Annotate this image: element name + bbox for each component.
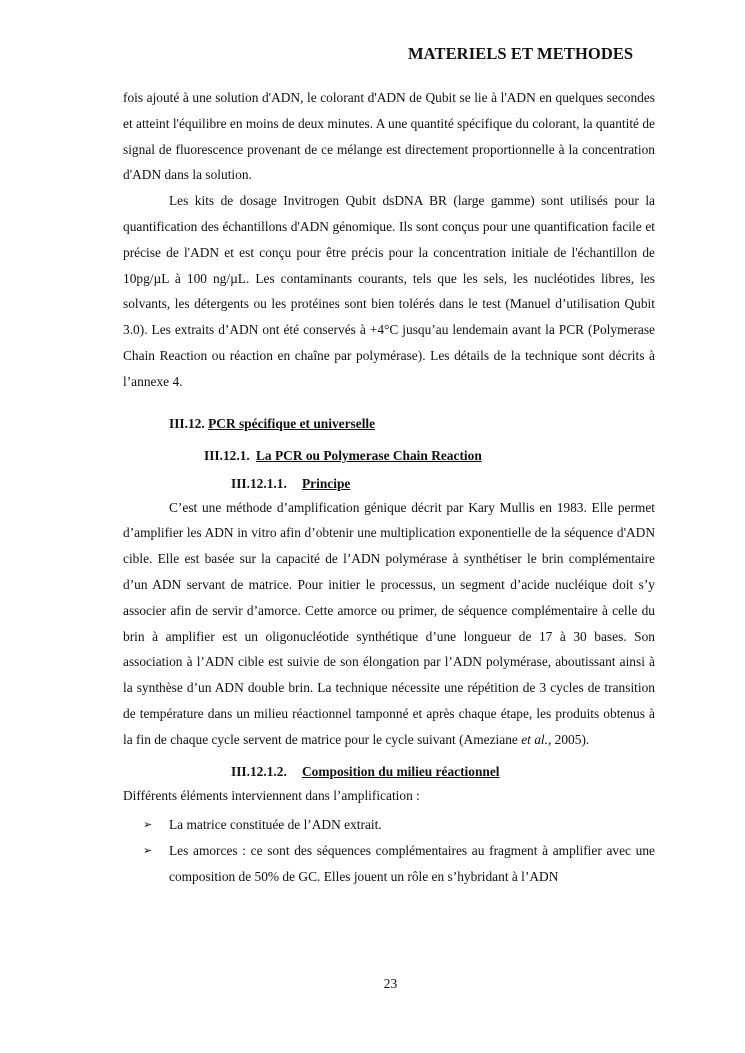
paragraph-elements-intro: Différents éléments interviennent dans l’amplification : <box>123 787 420 803</box>
subsection-title: La PCR ou Polymerase Chain Reaction <box>256 447 482 463</box>
principle-text: C’est une méthode d’amplification génique décrit par Kary Mullis en 1983. Elle permet d’amplifier les ADN in vitro afin d’obtenir une multiplication exponentielle de la séquence d'ADN cible. Elle est basée sur la capacité de l’ADN polymérase à synthétiser le brin complémentaire d’un ADN servant de matrice. Pour initier le processus, un segment d’acide nucléique doit s’y associer afin de servir d’amorce. Cette amorce ou primer, de séquence complémentaire à celle du brin à amplifier est un oligonucléotide synthétique d’une longueur de 17 à 30 bases. Son association à l’ADN cible est suivie de son élongation par l’ADN polymérase, aboutissant ainsi à la synthèse d’un ADN double brin. La technique nécessite une répétition de 3 cycles de transition de température dans un milieu réactionnel tamponné et après chaque étape, les produits obtenus à la fin de chaque cycle servent de matrice pour le cycle suivant (Ameziane <box>123 499 655 747</box>
section-heading-iii12 <box>169 413 655 435</box>
page-number: 23 <box>383 976 398 991</box>
elements-list <box>123 812 655 889</box>
paragraph-qubit-kits: Les kits de dosage Invitrogen Qubit dsDNA BR (large gamme) sont utilisés pour la quantification des échantillons d'ADN génomique. Ils sont conçus pour une quantification facile et précise de l'ADN et est conçu pour être précis pour la concentration initiale de l'échantillon de 10pg/µL à 100 ng/µL. Les contaminants courants, tels que les sels, les nucléotides libres, les solvants, les détergents ou les protéines sont bien tolérés dans le test (Manuel d’utilisation Qubit 3.0). Les extraits d’ADN ont été conservés à +4°C jusqu’au lendemain avant la PCR (Polymerase Chain Reaction ou réaction en chaîne par polymérase). Les détails de la technique sont décrits à l’annexe 4. <box>123 193 655 389</box>
citation-year: , 2005). <box>547 731 590 747</box>
list-item <box>123 812 655 838</box>
subsubsection-number: III.12.1.1. <box>231 475 287 491</box>
subsection-heading-iii121 <box>204 445 655 467</box>
subsubsection-heading-iii1211 <box>231 473 655 495</box>
citation-et-al: et al. <box>521 731 548 747</box>
section-title: PCR spécifique et universelle <box>208 415 376 431</box>
paragraph-pcr-principle <box>123 495 655 753</box>
arrow-bullet-icon: ➢ <box>143 844 153 858</box>
list-item-text: La matrice constituée de l’ADN extrait. <box>169 817 382 833</box>
page-body <box>123 85 655 890</box>
section-number: III.12. <box>169 415 205 431</box>
list-item-text: Les amorces : ce sont des séquences complémentaires au fragment à amplifier avec une composition de 50% de GC. Elles jouent un rôle en s’hybridant à l’ADN <box>169 843 655 884</box>
running-header: MATERIELS ET METHODES <box>408 44 634 63</box>
list-item <box>123 838 655 890</box>
paragraph-qubit-dye: fois ajouté à une solution d'ADN, le colorant d'ADN de Qubit se lie à l'ADN en quelques secondes et atteint l'équilibre en moins de deux minutes. A une quantité spécifique du colorant, la quantité de signal de fluorescence provenant de ce mélange est directement proportionnelle à la concentration d'ADN dans la solution. <box>123 90 655 183</box>
subsection-number: III.12.1. <box>204 447 250 463</box>
subsubsection-number: III.12.1.2. <box>231 763 287 779</box>
subsubsection-title: Principe <box>302 475 351 491</box>
arrow-bullet-icon: ➢ <box>143 818 153 832</box>
subsubsection-title: Composition du milieu réactionnel <box>302 763 500 779</box>
subsubsection-heading-iii1212 <box>231 761 655 783</box>
